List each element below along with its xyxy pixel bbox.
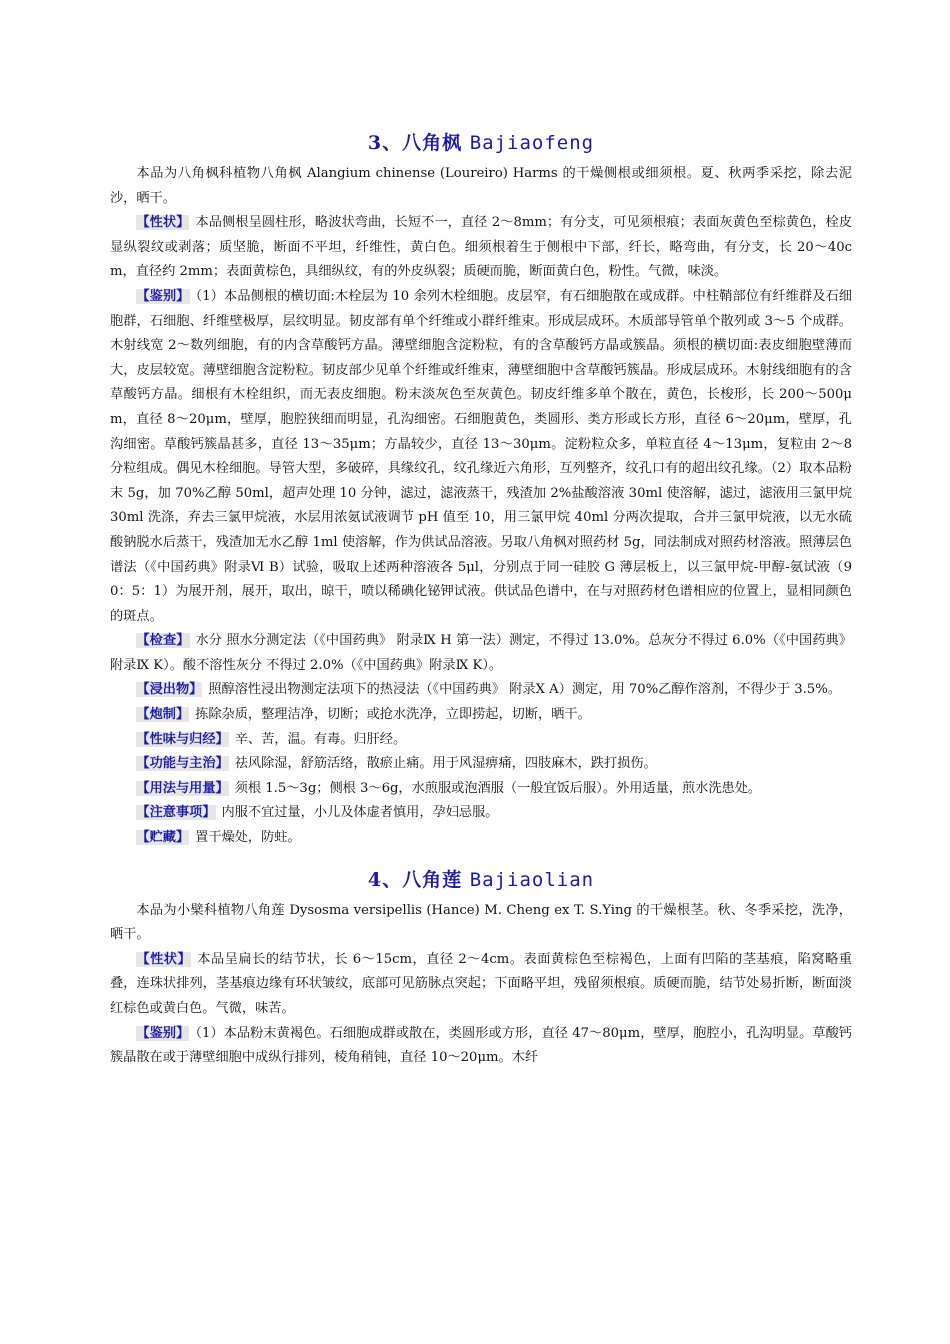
section-text: 拣除杂质，整理洁净，切断；或抢水洗净，立即捞起，切断，晒干。 [195, 707, 591, 723]
entry-title [110, 867, 852, 893]
monograph-entry-bajiaolian [110, 867, 852, 1071]
section-text: 本品呈扁长的结节状，长 6～15cm，直径 2～4cm。表面黄棕色至棕褐色，上面有凹陷的茎基痕，陷窝略重叠，连珠状排列，茎基痕边缘有环状皱纹，底部可见筋脉点突起；下面略平坦，残留须根痕。质硬而脆，结节处易折断，断面淡红棕色或黄白色。气微，味苦。 [110, 951, 852, 1016]
section-extract [110, 678, 852, 703]
section-text: （1）本品侧根的横切面:木栓层为 10 余列木栓细胞。皮层窄，有石细胞散在或成群。中柱鞘部位有纤维群及石细胞群，石细胞、纤维壁极厚，层纹明显。韧皮部有单个纤维或小群纤维束。形成层成环。木质部导管单个散列或 3～5 个成群。木射线宽 2～数列细胞，有的内含草酸钙方晶。薄壁细胞含淀粉粒，有的含草酸钙方晶或簇晶。须根的横切面:表皮细胞壁薄而大，皮层较宽。薄壁细胞含淀粉粒。韧皮部少见单个纤维或纤维束，薄壁细胞中含草酸钙簇晶。形成层成环。木射线细胞有的含草酸钙方晶。细根有木栓组织，而无表皮细胞。粉末淡灰色至灰黄色。韧皮纤维多单个散在，黄色，长梭形，长 200～500μm，直径 8～20μm，壁厚，胞腔狭细而明显，孔沟细密。石细胞黄色，类圆形、类方形或长方形，直径 6～20μm，壁厚，孔沟细密。草酸钙簇晶甚多，直径 13～35μm；方晶较少，直径 13～30μm。淀粉粒众多，单粒直径 4～13μm，复粒由 2～8 分粒组成。偶见木栓细胞。导管大型，多破碎，具缘纹孔，纹孔缘近六角形，互列整齐，纹孔口有的超出纹孔缘。（2）取本品粉末 5g，加 70%乙醇 50ml，超声处理 10 分钟，滤过，滤液蒸干，残渣加 2%盐酸溶液 30ml 使溶解，滤过，滤液用三氯甲烷 30ml 洗涤，弃去三氯甲烷液，水层用浓氨试液调节 pH 值至 10，用三氯甲烷 40ml 分两次提取，合并三氯甲烷液，以无水硫酸钠脱水后蒸干，残渣加无水乙醇 1ml 使溶解，作为供试品溶液。另取八角枫对照药材 5g，同法制成对照药材溶液。照薄层色谱法（《中国药典》附录Ⅵ B）试验，吸取上述两种溶液各 5μl，分别点于同一硅胶 G 薄层板上，以三氯甲烷-甲醇-氨试液（90：5：1）为展开剂，展开，取出，晾干，喷以稀碘化铋钾试液。供试品色谱中，在与对照药材色谱相应的位置上，显相同颜色的斑点。 [110, 288, 852, 624]
section-label: 【性味与归经】 [136, 731, 229, 747]
entry-intro: 本品为八角枫科植物八角枫 Alangium chinense (Loureiro) Harms 的干燥侧根或细须根。夏、秋两季采挖，除去泥沙，晒干。 [110, 166, 852, 206]
section-label: 【检查】 [136, 633, 190, 649]
entry-number: 3、 [367, 132, 403, 154]
monograph-entry-bajiaofeng [110, 130, 852, 851]
section-description [110, 948, 852, 1022]
section-function-indication [110, 752, 852, 777]
entry-title-cn: 八角莲 [402, 868, 463, 891]
entry-number: 4、 [367, 868, 403, 891]
section-label: 【性状】 [136, 951, 192, 967]
section-label: 【用法与用量】 [136, 780, 229, 796]
document-page [110, 130, 852, 1087]
section-label: 【功能与主治】 [136, 756, 229, 772]
entry-intro: 本品为小檗科植物八角莲 Dysosma versipellis (Hance) M. Cheng ex T. S.Ying 的干燥根茎。秋、冬季采挖，洗净，晒干。 [110, 902, 852, 943]
section-text: 置干燥处，防蛀。 [195, 830, 301, 846]
section-text: 须根 1.5～3g；侧根 3～6g，水煎服或泡酒服（一般宜饭后服）。外用适量，煎水洗患处。 [234, 780, 762, 796]
section-text: 水分 照水分测定法（《中国药典》 附录Ⅸ H 第一法）测定，不得过 13.0%。总灰分不得过 6.0%（《中国药典》附录Ⅸ K）。酸不溶性灰分 不得过 2.0%（《中国药典》附录Ⅸ K）。 [110, 633, 853, 673]
section-label: 【炮制】 [136, 707, 190, 723]
section-label: 【注意事项】 [136, 805, 216, 821]
section-label: 【浸出物】 [136, 682, 203, 698]
entry-title-cn: 八角枫 [402, 132, 463, 154]
section-label: 【贮藏】 [136, 830, 190, 846]
section-storage [110, 826, 852, 851]
section-label: 【鉴别】 [136, 1025, 190, 1041]
section-label: 【性状】 [136, 215, 190, 231]
section-processing [110, 703, 852, 728]
entry-title-en: Bajiaolian [469, 868, 595, 891]
section-text: 内服不宜过量，小儿及体虚者慎用，孕妇忌服。 [221, 805, 499, 821]
entry-title [110, 130, 852, 156]
section-usage-dosage [110, 777, 852, 802]
section-text: 祛风除湿，舒筋活络，散瘀止痛。用于风湿痹痛，四肢麻木，跌打损伤。 [234, 756, 657, 772]
section-label: 【鉴别】 [136, 288, 190, 304]
section-description [110, 211, 852, 285]
entry-title-en: Bajiaofeng [469, 132, 595, 154]
section-text: 本品侧根呈圆柱形，略波状弯曲，长短不一，直径 2～8mm；有分支，可见须根痕；表面灰黄色至棕黄色，栓皮显纵裂纹或剥落；质坚脆，断面不平坦，纤维性，黄白色。细须根着生于侧根中下部，纤长，略弯曲，有分支，长 20～40cm，直径约 2mm；表面黄棕色，具细纵纹，有的外皮纵裂；质硬而脆，断面黄白色，粉性。气微，味淡。 [110, 215, 853, 280]
section-identification [110, 1022, 852, 1071]
section-inspection [110, 629, 852, 678]
section-text: （1）本品粉末黄褐色。石细胞成群或散在，类圆形或方形，直径 47～80μm，壁厚，胞腔小，孔沟明显。草酸钙簇晶散在或于薄壁细胞中成纵行排列，棱角稍钝，直径 10～20μm。木纤 [110, 1025, 852, 1066]
section-nature-meridian [110, 728, 852, 753]
section-precautions [110, 801, 852, 826]
section-identification [110, 285, 852, 629]
section-text: 照醇溶性浸出物测定法项下的热浸法（《中国药典》 附录Ⅹ A）测定，用 70%乙醇作溶剂，不得少于 3.5%。 [208, 682, 841, 698]
section-text: 辛、苦，温。有毒。归肝经。 [234, 731, 407, 747]
